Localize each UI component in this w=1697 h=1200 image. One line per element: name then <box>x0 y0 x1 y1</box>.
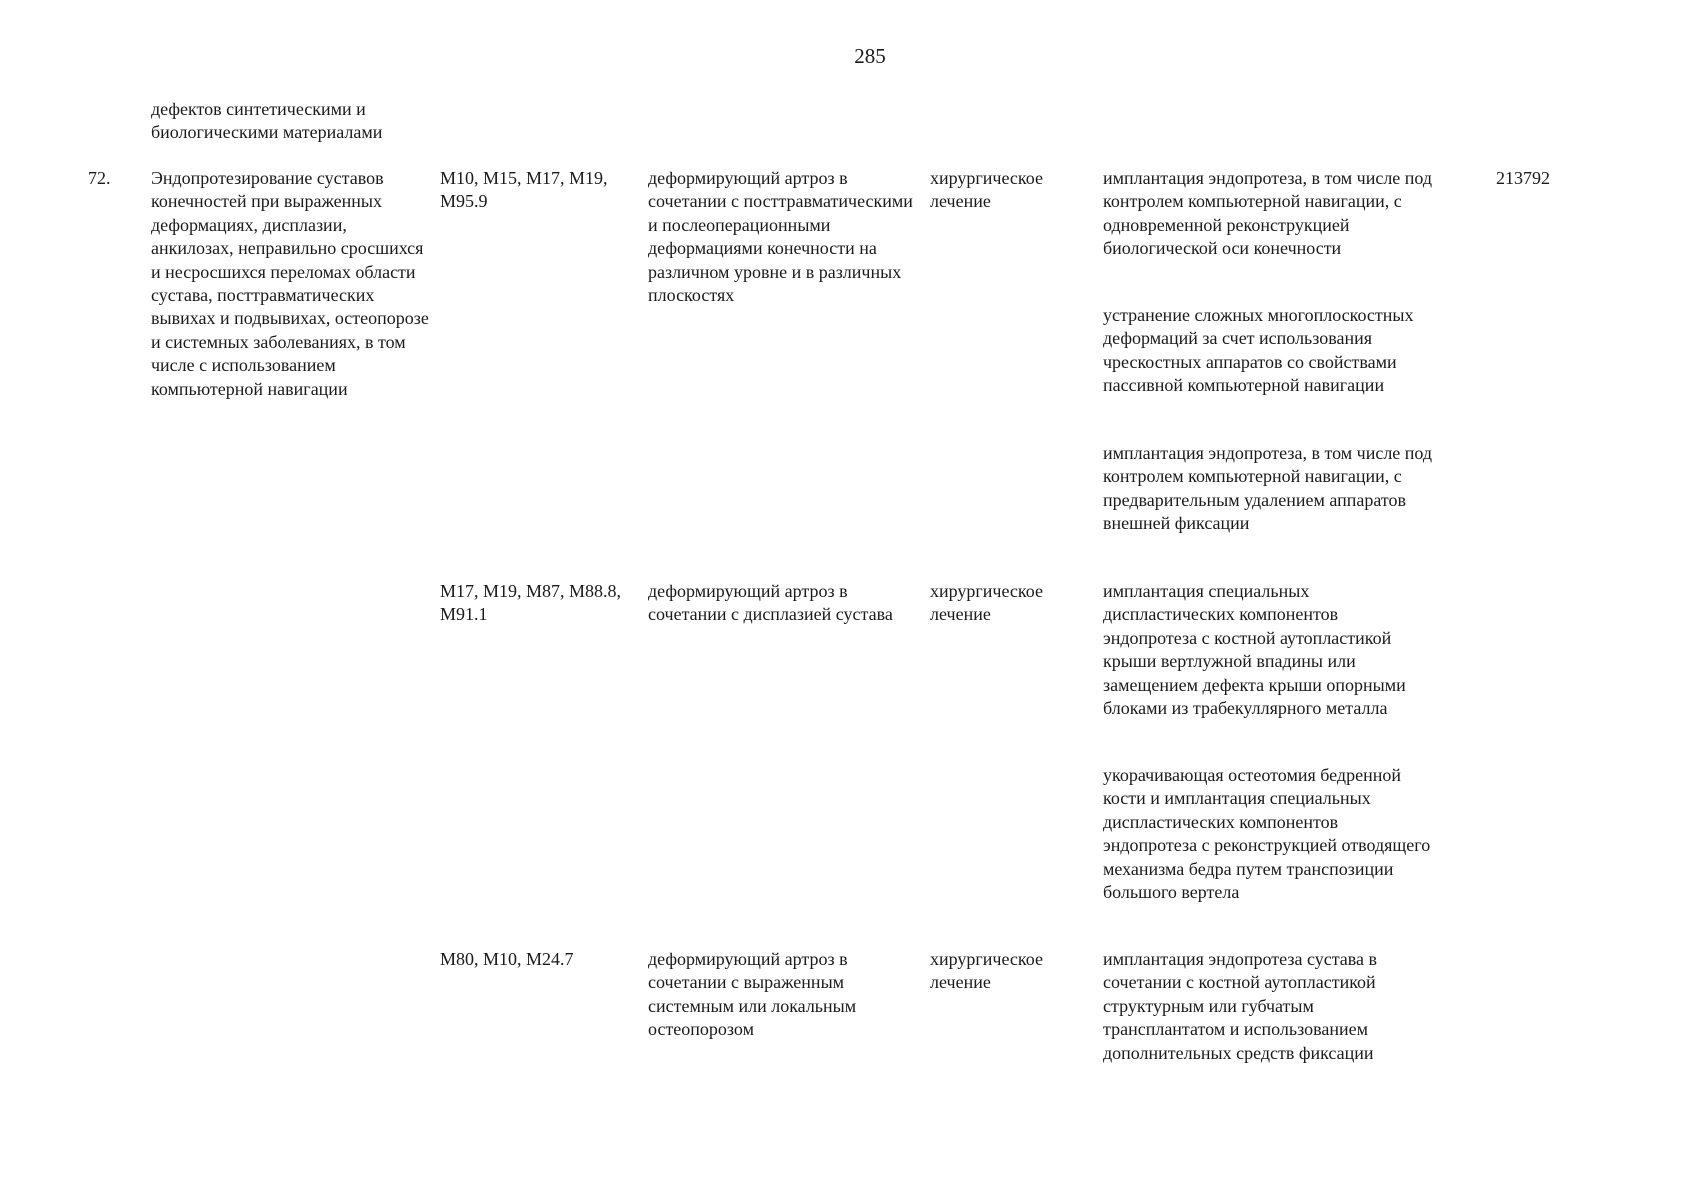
row-cost: 213792 <box>1496 168 1550 188</box>
row-number: 72. <box>88 168 111 188</box>
group-1-method-3: имплантация эндопротеза, в том числе под контролем компьютерной навигации, с предварительным удалением аппаратов внешней фиксации <box>1103 443 1433 534</box>
group-2-model: деформирующий артроз в сочетании с дисплазией сустава <box>648 581 893 625</box>
carry-over-name: дефектов синтетическими и биологическими материалами <box>151 99 383 143</box>
group-1-method-2: устранение сложных многоплоскостных деформаций за счет использования чрескостных аппаратов со свойствами пассивной компьютерной навигации <box>1103 305 1414 396</box>
group-3-treatment: хирургическое лечение <box>930 949 1043 993</box>
group-2-method-1: имплантация специальных диспластических компонентов эндопротеза с костной аутопластикой крыши вертлужной впадины или замещением дефекта крыши опорными блоками из трабекуллярного металла <box>1103 581 1406 719</box>
group-2-method-2: укорачивающая остеотомия бедренной кости и имплантация специальных диспластических компонентов эндопротеза с реконструкцией отводящего механизма бедра путем транспозиции большого вертела <box>1103 765 1431 903</box>
row-name: Эндопротезирование суставов конечностей при выраженных деформациях, дисплазии, анкилозах, неправильно сросшихся и несросшихся переломах области сустава, посттравматических вывихах и подвывихах, остеопорозе и системных заболеваниях, в том числе с использованием компьютерной навигации <box>151 168 429 399</box>
group-1-treatment: хирургическое лечение <box>930 168 1043 212</box>
group-2-codes: M17, M19, M87, M88.8, M91.1 <box>440 581 622 625</box>
group-2-treatment: хирургическое лечение <box>930 581 1043 625</box>
group-1-method-1: имплантация эндопротеза, в том числе под контролем компьютерной навигации, с одновременной реконструкцией биологической оси конечности <box>1103 168 1433 259</box>
group-1-model: деформирующий артроз в сочетании с посттравматическими и послеоперационными деформациями конечности на различном уровне и в различных плоскостях <box>648 168 913 306</box>
page-number: 285 <box>854 44 886 68</box>
group-3-codes: M80, M10, M24.7 <box>440 949 574 969</box>
group-1-codes: M10, M15, M17, M19, M95.9 <box>440 168 608 212</box>
group-3-model: деформирующий артроз в сочетании с выраженным системным или локальным остеопорозом <box>648 949 857 1040</box>
group-3-method-1: имплантация эндопротеза сустава в сочетании с костной аутопластикой структурным или губчатым трансплантатом и использованием дополнительных средств фиксации <box>1103 949 1378 1063</box>
